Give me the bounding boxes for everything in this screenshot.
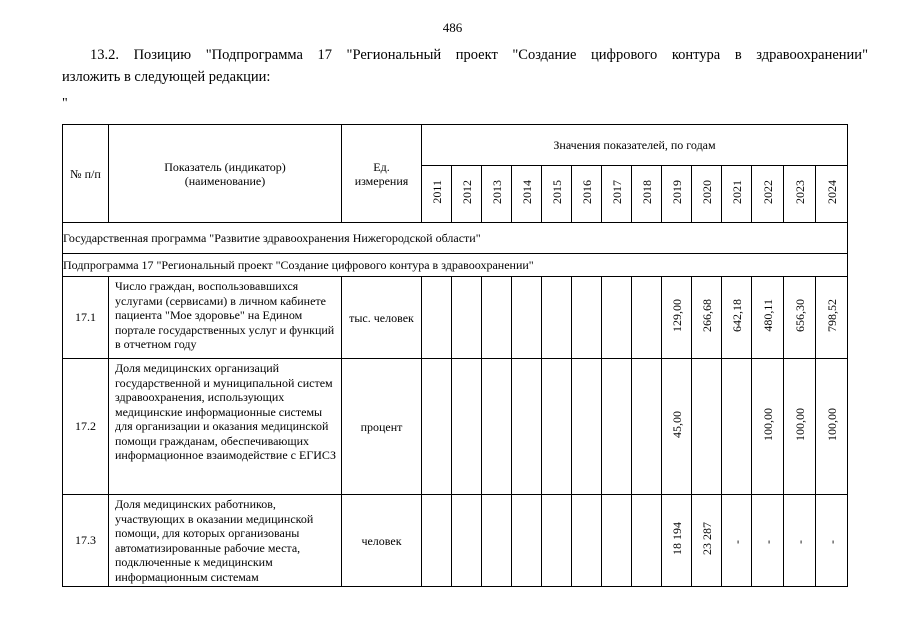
year-label: 2022 — [760, 180, 775, 204]
year-label: 2024 — [824, 180, 839, 204]
value-cell-2017 — [602, 359, 632, 495]
value-cell-2024 — [816, 495, 848, 587]
row-indicator-name: Число граждан, воспользовавшихся услугами (сервисами) в личном кабинете пациента "Мое здоровье" на Едином портале государственных услуг и функций в отчетном году — [109, 277, 342, 359]
row-unit: человек — [342, 495, 422, 587]
value-cell-2015 — [542, 359, 572, 495]
value-text: 45,00 — [669, 411, 684, 438]
table-row — [63, 495, 848, 587]
value-text: 656,30 — [792, 299, 807, 332]
year-label: 2015 — [549, 180, 564, 204]
value-cell-2022 — [752, 277, 784, 359]
row-indicator-name: Доля медицинских организаций государственной и муниципальной систем здравоохранения, использующих медицинские информационные системы для организации и оказания медицинской помощи гражданам, обеспечивающих информационное взаимодействие с ЕГИСЗ — [109, 359, 342, 495]
value-cell-2011 — [422, 359, 452, 495]
col-number-header: № п/п — [63, 125, 109, 223]
value-cell-2013 — [482, 277, 512, 359]
year-label: 2019 — [669, 180, 684, 204]
value-cell-2018 — [632, 359, 662, 495]
col-unit-header: Ед. измерения — [342, 125, 422, 223]
col-values-header: Значения показателей, по годам — [422, 125, 848, 166]
year-label: 2020 — [699, 180, 714, 204]
value-text: - — [824, 540, 839, 544]
table-row — [63, 277, 848, 359]
col-indicator-header: Показатель (индикатор) (наименование) — [109, 125, 342, 223]
page-number: 486 — [442, 20, 463, 35]
value-text: 100,00 — [792, 408, 807, 441]
year-label: 2014 — [519, 180, 534, 204]
year-header-2021 — [722, 166, 752, 223]
value-cell-2011 — [422, 495, 452, 587]
year-header-2019 — [662, 166, 692, 223]
value-text: 480,11 — [760, 299, 775, 332]
value-text: 798,52 — [824, 299, 839, 332]
value-cell-2019 — [662, 359, 692, 495]
value-cell-2022 — [752, 495, 784, 587]
value-cell-2013 — [482, 495, 512, 587]
value-text: 23 287 — [699, 522, 714, 555]
value-cell-2014 — [512, 495, 542, 587]
year-header-2023 — [784, 166, 816, 223]
row-unit: процент — [342, 359, 422, 495]
value-cell-2023 — [784, 277, 816, 359]
opening-quote: " — [62, 96, 68, 111]
year-header-2020 — [692, 166, 722, 223]
program-title: Государственная программа "Развитие здравоохранения Нижегородской области" — [63, 223, 848, 254]
row-indicator-name: Доля медицинских работников, участвующих в оказании медицинской помощи, для которых организованы автоматизированные рабочие места, подключенные к медицинским информационным системам — [109, 495, 342, 587]
value-cell-2017 — [602, 495, 632, 587]
value-cell-2016 — [572, 277, 602, 359]
year-header-2012 — [452, 166, 482, 223]
value-cell-2024 — [816, 359, 848, 495]
year-label: 2011 — [429, 180, 444, 204]
row-unit: тыс. человек — [342, 277, 422, 359]
indicators-table — [62, 124, 848, 587]
year-header-2017 — [602, 166, 632, 223]
year-label: 2013 — [489, 180, 504, 204]
year-label: 2018 — [639, 180, 654, 204]
value-text: 129,00 — [669, 299, 684, 332]
year-label: 2016 — [579, 180, 594, 204]
row-number: 17.3 — [63, 495, 109, 587]
value-text: 100,00 — [760, 408, 775, 441]
intro-paragraph — [62, 44, 868, 88]
year-header-2014 — [512, 166, 542, 223]
value-cell-2015 — [542, 277, 572, 359]
year-header-2015 — [542, 166, 572, 223]
value-text: 100,00 — [824, 408, 839, 441]
value-cell-2012 — [452, 495, 482, 587]
value-cell-2012 — [452, 359, 482, 495]
row-number: 17.1 — [63, 277, 109, 359]
year-header-2011 — [422, 166, 452, 223]
value-text: - — [760, 540, 775, 544]
table-row — [63, 359, 848, 495]
subprogram-title: Подпрограмма 17 "Региональный проект "Создание цифрового контура в здравоохранении" — [63, 254, 848, 277]
value-cell-2020 — [692, 359, 722, 495]
year-header-2022 — [752, 166, 784, 223]
value-cell-2014 — [512, 359, 542, 495]
value-cell-2015 — [542, 495, 572, 587]
value-text: - — [729, 540, 744, 544]
header-row-1 — [63, 125, 848, 166]
subprogram-row — [63, 254, 848, 277]
value-cell-2018 — [632, 495, 662, 587]
value-cell-2021 — [722, 359, 752, 495]
value-text: 642,18 — [729, 299, 744, 332]
year-header-2016 — [572, 166, 602, 223]
value-text: 266,68 — [699, 299, 714, 332]
value-cell-2017 — [602, 277, 632, 359]
value-cell-2020 — [692, 495, 722, 587]
value-cell-2011 — [422, 277, 452, 359]
value-cell-2021 — [722, 277, 752, 359]
value-text: 18 194 — [669, 522, 684, 555]
value-cell-2022 — [752, 359, 784, 495]
intro-line-2: изложить в следующей редакции: — [62, 69, 271, 85]
value-cell-2023 — [784, 359, 816, 495]
row-number: 17.2 — [63, 359, 109, 495]
intro-line-1: 13.2. Позицию "Подпрограмма 17 "Региональный проект "Создание цифрового контура в здравоохранении" — [90, 47, 868, 63]
value-cell-2014 — [512, 277, 542, 359]
year-header-2013 — [482, 166, 512, 223]
value-cell-2020 — [692, 277, 722, 359]
value-cell-2024 — [816, 277, 848, 359]
value-cell-2016 — [572, 495, 602, 587]
value-cell-2012 — [452, 277, 482, 359]
value-text: - — [792, 540, 807, 544]
program-row — [63, 223, 848, 254]
year-label: 2023 — [792, 180, 807, 204]
value-cell-2023 — [784, 495, 816, 587]
year-label: 2012 — [459, 180, 474, 204]
value-cell-2019 — [662, 495, 692, 587]
value-cell-2019 — [662, 277, 692, 359]
value-cell-2013 — [482, 359, 512, 495]
year-label: 2021 — [729, 180, 744, 204]
year-header-2024 — [816, 166, 848, 223]
value-cell-2018 — [632, 277, 662, 359]
year-label: 2017 — [609, 180, 624, 204]
value-cell-2016 — [572, 359, 602, 495]
value-cell-2021 — [722, 495, 752, 587]
year-header-2018 — [632, 166, 662, 223]
